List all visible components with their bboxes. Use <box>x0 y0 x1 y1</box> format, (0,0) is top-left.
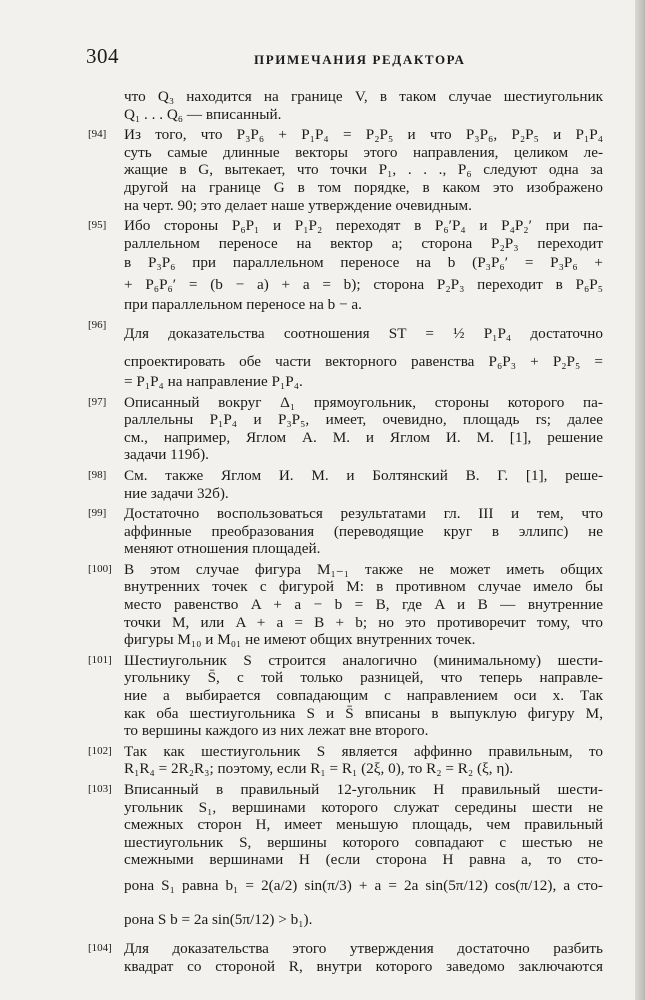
text-line: ние a выбирается совпадающим с направлением оси x. Так <box>124 687 603 705</box>
text-line: раллельном переносе на вектор a; сторона P₂P₃ переходит <box>124 234 603 252</box>
continued-paragraph <box>124 88 603 123</box>
editor-note-103 <box>88 781 603 937</box>
text-line: то вершины каждого из них лежат вне второго. <box>124 722 429 740</box>
editor-note-94 <box>88 126 603 214</box>
note-marker: [96] <box>88 318 107 331</box>
note-marker: [98] <box>88 468 107 481</box>
editor-note-96 <box>88 317 603 391</box>
text-line: аффинные преобразования (переводящие круг в эллипс) не <box>124 522 603 540</box>
page-header <box>86 44 596 70</box>
text-line: как оба шестиугольника S и S̄ вписаны в выпуклую фигуру M, <box>124 704 603 722</box>
text-line: R₁R₄ = 2R₂R₃; поэтому, если R₁ = R₁ (2ξ, 0), то R₂ = R₂ (ξ, η). <box>124 760 514 778</box>
note-marker: [100] <box>88 562 112 575</box>
editor-note-102 <box>88 743 603 778</box>
editor-note-104 <box>88 940 603 975</box>
text-line: внутренних точек с фигурой M: в противном случае имело бы <box>124 578 603 596</box>
note-marker: [101] <box>88 653 112 666</box>
note-marker: [102] <box>88 744 112 757</box>
text-line: раллельны P₁P₄ и P₃P₅, имеет, очевидно, площадь rs; далее <box>124 411 603 429</box>
text-line: угольнику S̄, с той только разницей, что теперь направле- <box>124 669 603 687</box>
note-marker: [94] <box>88 128 107 141</box>
text-line: Вписанный в правильный 12-угольник H правильный шести- <box>124 781 603 798</box>
text-line: точки M, или A + a = B + b; но это противоречит тому, что <box>124 613 603 631</box>
editor-note-98 <box>88 467 603 502</box>
text-line: рона S₁ равна b₁ = 2(a/2) sin(π/3) + a = 2a sin(5π/12) cos(π/12), а сто- <box>124 876 603 894</box>
text-line: шестиугольник S, вершины которого совпадают с шестью не <box>124 833 603 851</box>
note-marker: [95] <box>88 219 107 232</box>
page-edge-shadow <box>635 0 645 1000</box>
text-line: в P₃P₆ при параллельном переносе на b (P₃P₆′ = P₃P₆ + <box>124 254 603 272</box>
text-line: Из того, что P₃P₆ + P₁P₄ = P₂P₅ и что P₃P₆, P₂P₅ и P₁P₄ <box>124 126 603 144</box>
text-line: Для доказательства этого утверждения достаточно разбить <box>124 939 603 957</box>
text-line: что Q₃ находится на границе V, в таком случае шестиугольник <box>124 88 603 105</box>
text-line: место равенство A + a − b = B, где A и B — внутренние <box>124 596 603 614</box>
note-marker: [103] <box>88 783 112 795</box>
text-line: + P₆P₆′ = (b − a) + a = b); сторона P₂P₃ переходит в P₆P₅ <box>124 276 603 294</box>
text-line: смежными вершинами H (если сторона H равна a, то сто- <box>124 851 603 869</box>
note-marker: [104] <box>88 941 112 954</box>
text-line: ние задачи 32б). <box>124 484 229 502</box>
text-line: Достаточно воспользоваться результатами гл. III и тем, что <box>124 505 603 523</box>
text-line: В этом случае фигура M₁₋₁ также не может иметь общих <box>124 560 603 578</box>
editor-note-97 <box>88 394 603 464</box>
text-line: при параллельном переносе на b − a. <box>124 296 362 314</box>
text-line: смежных сторон H, имеет меньшую площадь, чем правильный <box>124 816 603 834</box>
text-line: задачи 119б). <box>124 446 209 464</box>
text-line: Ибо стороны P₆P₁ и P₁P₂ переходят в P₆′P₄ и P₄P₂′ при па- <box>124 217 603 235</box>
notes-body <box>88 88 603 978</box>
text-line: Q₁ . . . Q₆ — вписанный. <box>124 105 282 123</box>
text-line: другой на границе G в том порядке, в каком это изображено <box>124 178 603 196</box>
text-line: = P₁P₄ на направление P₁P₄. <box>124 372 303 390</box>
text-line: жащие в G, вытекает, что точки P₁, . . ., P₆ следуют одна за <box>124 161 603 179</box>
text-line: угольник S₁, вершинами которого служат середины шести не <box>124 798 603 816</box>
editor-note-95 <box>88 217 603 314</box>
text-line: квадрат со стороной R, внутри которого заведомо заключаются <box>124 957 603 975</box>
running-title: ПРИМЕЧАНИЯ РЕДАКТОРА <box>254 52 466 67</box>
text-line: рона S b = 2a sin(5π/12) > b₁). <box>124 910 313 928</box>
text-line: Так как шестиугольник S является аффинно правильным, то <box>124 742 603 760</box>
editor-note-99 <box>88 505 603 558</box>
text-line: Шестиугольник S строится аналогично (минимальному) шести- <box>124 651 603 669</box>
text-line: Для доказательства соотношения ST = ½ P₁P₄ достаточно <box>124 324 603 342</box>
text-line: см., например, Яглом А. М. и Яглом И. М. [1], решение <box>124 428 603 446</box>
page-number: 304 <box>86 44 119 68</box>
text-line: спроектировать обе части векторного равенства P₆P₃ + P₂P₅ = <box>124 352 603 370</box>
text-line: меняют отношения площадей. <box>124 540 321 558</box>
editor-note-100 <box>88 561 603 649</box>
editor-note-101 <box>88 652 603 740</box>
note-marker: [97] <box>88 395 107 408</box>
text-line: Описанный вокруг Δ₁ прямоугольник, стороны которого па- <box>124 393 603 411</box>
text-line: фигуры M₁₀ и M₀₁ не имеют общих внутренних точек. <box>124 631 476 649</box>
text-line: суть самые длинные векторы этого направления, целиком ле- <box>124 143 603 161</box>
text-line: См. также Яглом И. М. и Болтянский В. Г. [1], реше- <box>124 466 603 484</box>
note-marker: [99] <box>88 507 107 520</box>
text-line: на черт. 90; это делает наше утверждение очевидным. <box>124 196 472 214</box>
